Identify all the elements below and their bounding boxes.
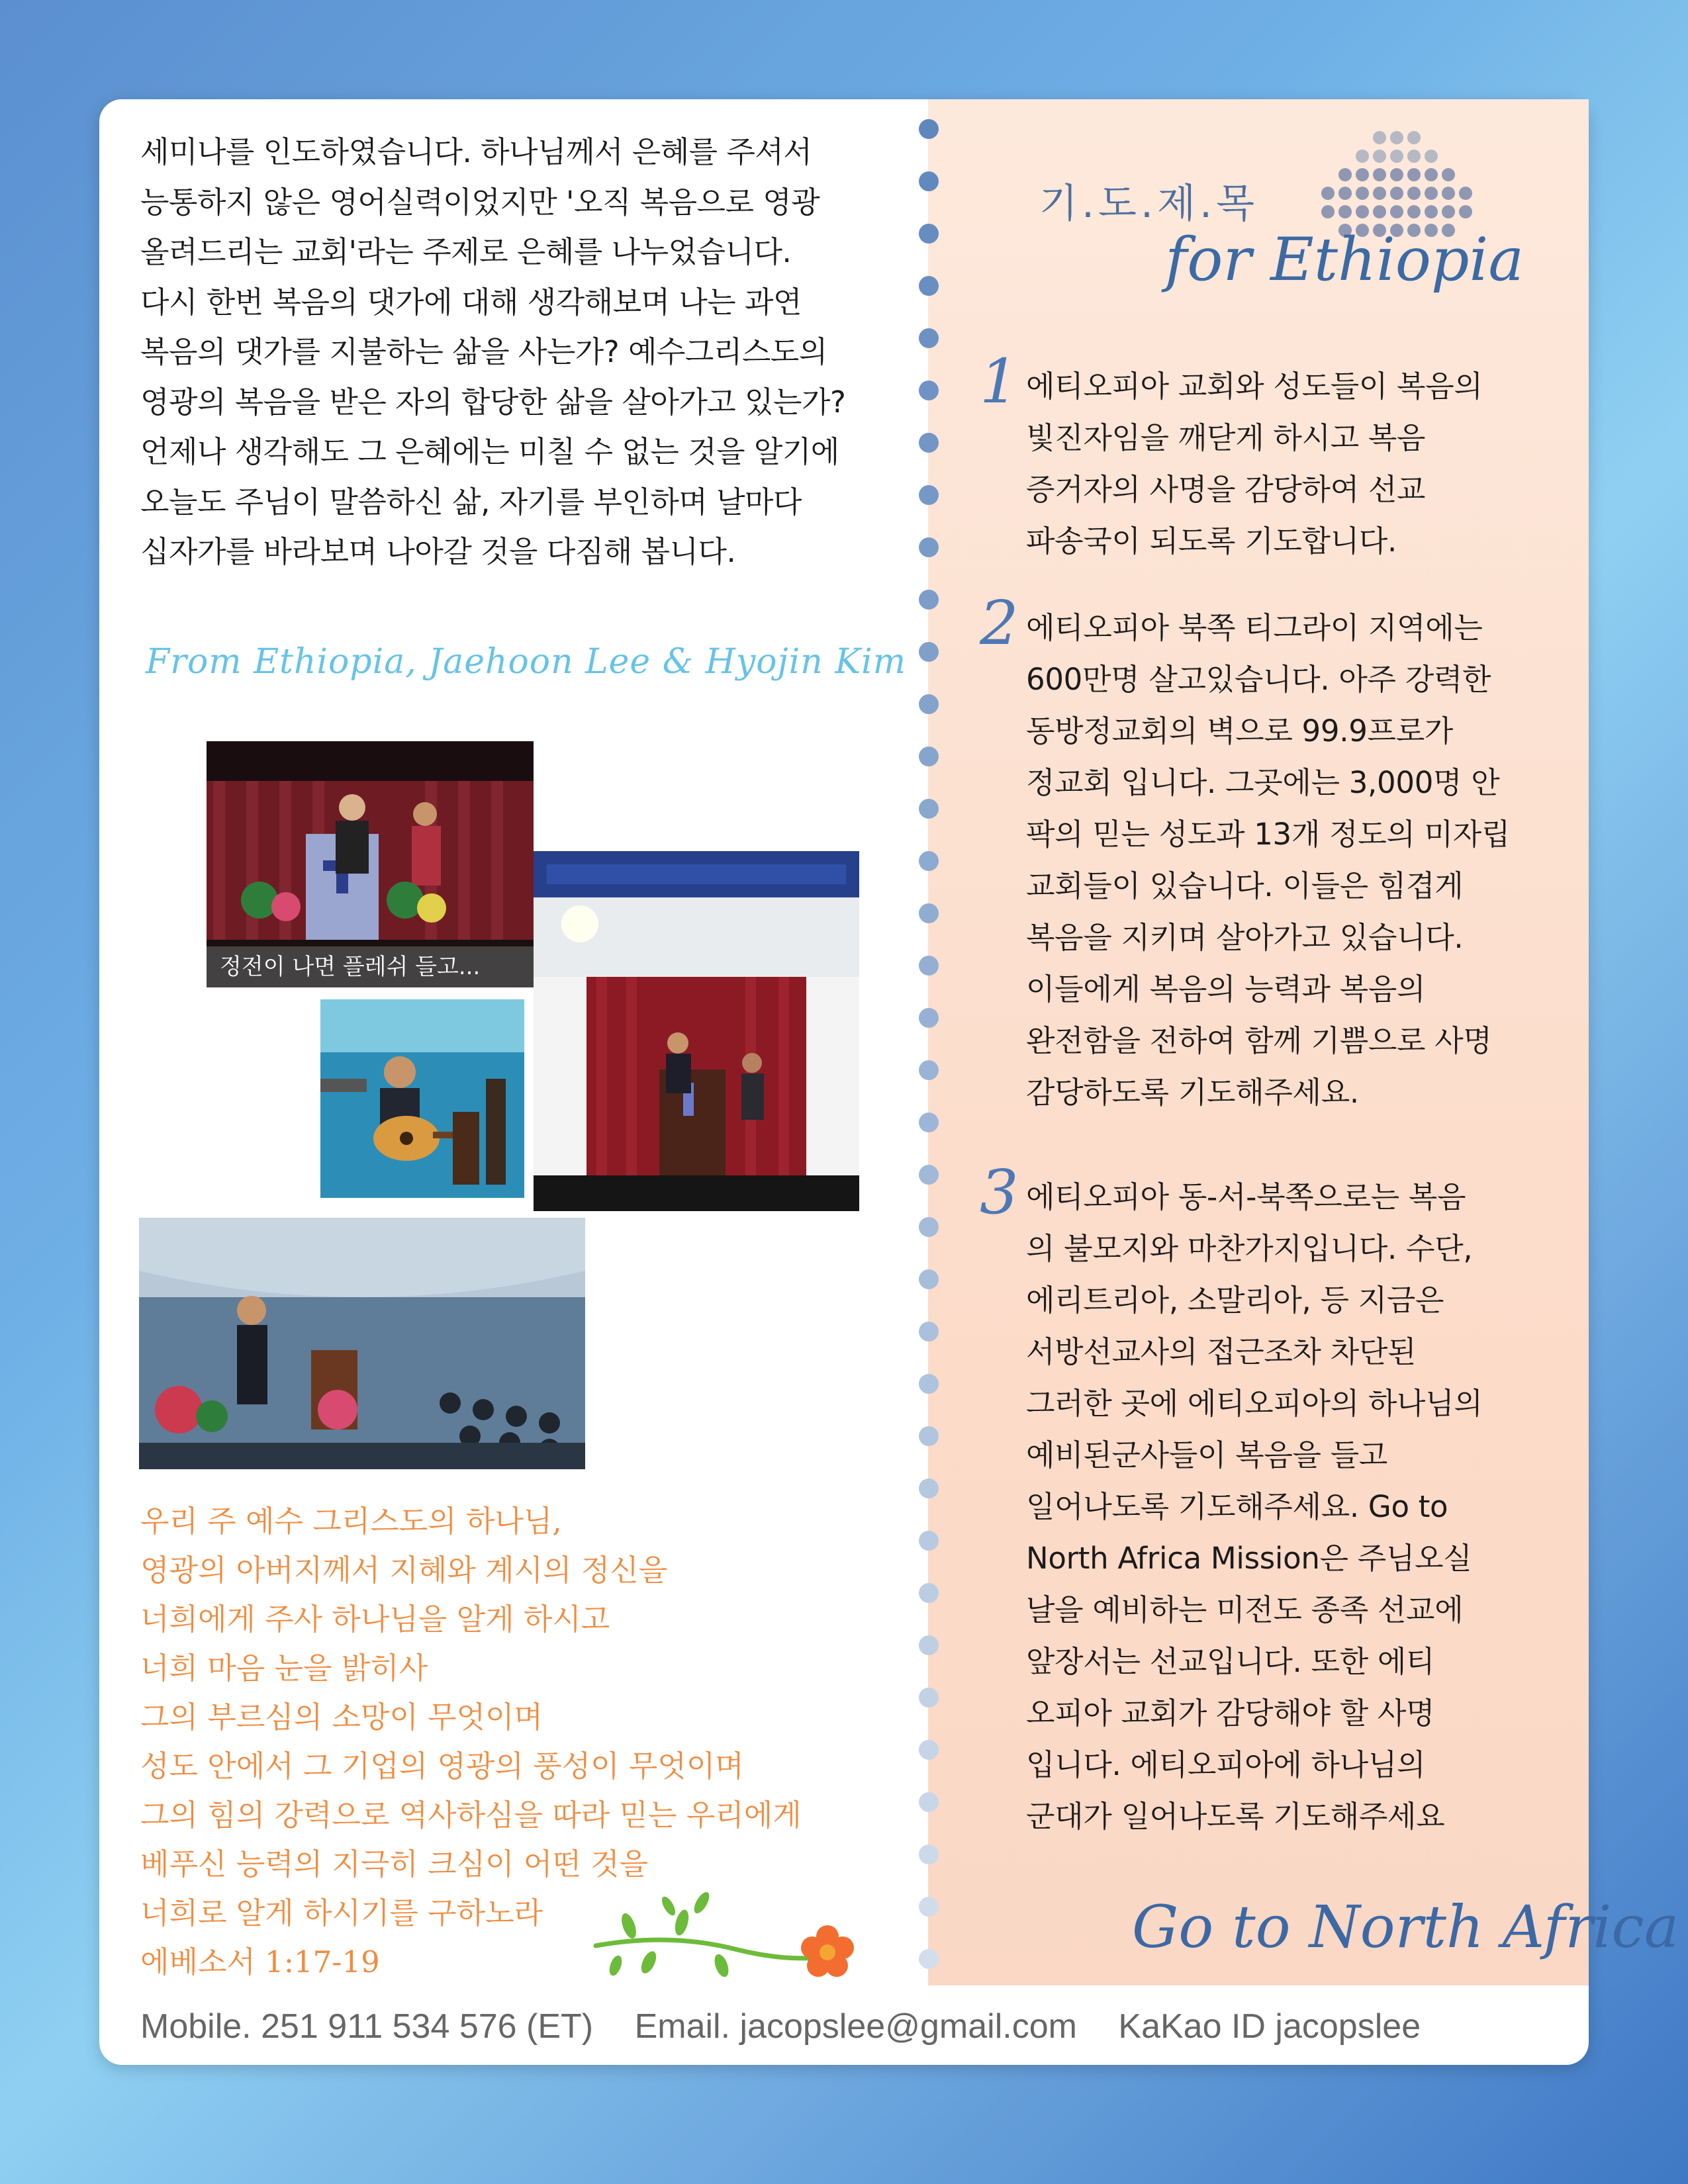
email-address: Email. jacopslee@gmail.com [634,2007,1077,2046]
pattern-dot [1459,187,1472,200]
binding-dot [919,328,939,348]
photo-stage-preaching [207,741,534,987]
photo-guitar-worship [320,999,524,1198]
binding-dot [919,224,939,244]
kakao-id: KaKao ID jacopslee [1118,2007,1421,2046]
verse-line: 우리 주 예수 그리스도의 하나님, [140,1504,562,1539]
photo-hall-stage-image [534,851,859,1211]
photo-guitar-worship-image [320,999,524,1198]
pattern-dot [1390,168,1403,181]
binding-dot [919,1269,939,1289]
pattern-dot [1373,187,1386,200]
verse-line: 너희 마음 눈을 밝히사 [140,1651,428,1686]
letter-line: 다시 한번 복음의 댓가에 대해 생각해보며 나는 과연 [140,284,802,320]
prayer-line: 빛진자임을 깨닫게 하시고 복음 [1026,420,1426,455]
prayer-line: 서방선교사의 접근조차 차단된 [1026,1334,1417,1369]
verse-line: 그의 힘의 강력으로 역사하심을 따라 믿는 우리에게 [140,1797,802,1833]
verse-line: 영광의 아버지께서 지혜와 계시의 정신을 [140,1553,668,1588]
pattern-dot [1373,168,1386,181]
prayer-item [980,1157,1569,1843]
prayer-line: North Africa Mission은 주님오실 [1026,1541,1472,1576]
prayer-number: 3 [980,1157,1019,1228]
pattern-dot [1407,150,1421,163]
pattern-dot [1338,168,1352,181]
photo-congregation-image [139,1218,585,1469]
pattern-dot [1407,131,1421,144]
verse-line: 베푸신 능력의 지극히 크심이 어떤 것을 [140,1846,649,1882]
binding-dot [919,1374,939,1394]
photo-caption: 정전이 나면 플레쉬 들고... [207,946,534,987]
prayer-line: 입니다. 에티오피아에 하나님의 [1026,1747,1426,1782]
prayer-line: 앞장서는 선교입니다. 또한 에티 [1026,1644,1435,1679]
prayer-title-english: for Ethiopia [1165,225,1524,295]
prayer-line: 교회들이 있습니다. 이들은 힘겹게 [1026,868,1464,903]
prayer-number: 1 [980,346,1019,417]
prayer-line: 완전함을 전하여 함께 기쁨으로 사명 [1026,1023,1492,1058]
letter-line: 십자가를 바라보며 나아갈 것을 다짐해 봅니다. [140,534,736,569]
pattern-dot [1321,187,1335,200]
letter-signature: From Ethiopia, Jaehoon Lee & Hyojin Kim [146,642,907,682]
pattern-dot [1338,205,1352,218]
mission-signature: Go to North Africa [1132,1893,1679,1961]
prayer-line: 에티오피아 동-서-북쪽으로는 복음 [1026,1179,1466,1214]
newsletter-card [99,99,1679,2065]
letter-paragraph [140,127,908,577]
prayer-line: 에티오피아 북쪽 티그라이 지역에는 [1026,610,1483,645]
binding-dot [919,590,939,610]
pattern-dot [1373,131,1386,144]
verse-reference: 에베소서 1:17-19 [140,1944,380,1979]
binding-dot [919,1217,939,1237]
binding-dot [919,171,939,191]
binding-dot [919,1479,939,1498]
prayer-number: 2 [980,588,1019,659]
photo-congregation [139,1218,585,1469]
binding-dot [919,799,939,819]
binding-dot [919,485,939,505]
verse-line: 그의 부르심의 소망이 무엇이며 [140,1700,543,1735]
pattern-dot [1321,205,1335,218]
prayer-line: 정교회 입니다. 그곳에는 3,000명 안 [1026,765,1500,800]
photo-hall-stage [534,851,859,1211]
verse-line: 성도 안에서 그 기업의 영광의 풍성이 무엇이며 [140,1749,744,1784]
prayer-line: 600만명 살고있습니다. 아주 강력한 [1026,662,1491,697]
pattern-dot [1356,150,1369,163]
prayer-line: 팍의 믿는 성도과 13개 정도의 미자립 [1026,817,1511,852]
pattern-dot [1373,205,1386,218]
binding-dot [919,1113,939,1132]
letter-line: 언제나 생각해도 그 은혜에는 미칠 수 없는 것을 알기에 [140,434,839,469]
pattern-dot [1373,150,1386,163]
letter-line: 올려드리는 교회'라는 주제로 은혜를 나누었습니다. [140,234,792,269]
pattern-dot [1407,168,1421,181]
binding-dot [919,903,939,923]
binding-dot [919,1426,939,1446]
prayer-line: 일어나도록 기도해주세요. Go to [1026,1489,1448,1524]
pattern-dot [1425,205,1438,218]
prayer-line: 에리트리아, 소말리아, 등 지금은 [1026,1283,1444,1318]
letter-line: 복음의 댓가를 지불하는 삶을 사는가? 예수그리스도의 [140,334,827,369]
binding-dot [919,1322,939,1342]
binding-dot [919,537,939,557]
branch-flower-icon [589,1886,867,1985]
pattern-dot [1390,205,1403,218]
binding-dot [919,119,939,139]
binding-dot [919,851,939,871]
pattern-dot [1356,205,1369,218]
contact-footer [140,2007,1564,2046]
letter-line: 영광의 복음을 받은 자의 합당한 삶을 살아가고 있는가? [140,384,846,420]
pattern-dot [1338,187,1352,200]
binding-dot [919,642,939,662]
binding-dot [919,1165,939,1185]
letter-line: 능통하지 않은 영어실력이었지만 '오직 복음으로 영광 [140,184,820,220]
prayer-line: 감당하도록 기도해주세요. [1026,1075,1359,1110]
verse-line: 너희에게 주사 하나님을 알게 하시고 [140,1602,610,1637]
prayer-item [980,588,1569,1118]
prayer-line: 그러한 곳에 에티오피아의 하나님의 [1026,1386,1483,1421]
mobile-number: Mobile. 251 911 534 576 (ET) [140,2007,594,2046]
pattern-dot [1425,168,1438,181]
binding-dot [919,433,939,453]
prayer-line: 날을 예비하는 미전도 종족 선교에 [1026,1592,1464,1627]
binding-dot [919,1060,939,1080]
pattern-dot [1442,205,1455,218]
binding-dot [919,694,939,714]
prayer-line: 예비된군사들이 복음을 들고 [1026,1437,1388,1473]
pattern-dot [1390,150,1403,163]
pattern-dot [1425,150,1438,163]
prayer-item [980,346,1569,567]
letter-line: 세미나를 인도하였습니다. 하나님께서 은혜를 주셔서 [140,134,812,169]
prayer-text [1026,1171,1569,1843]
pattern-dot [1459,205,1472,218]
verse-line: 너희로 알게 하시기를 구하노라 [140,1895,543,1931]
pattern-dot [1407,205,1421,218]
prayer-line: 오피아 교회가 감당해야 할 사명 [1026,1696,1435,1731]
pattern-dot [1356,168,1369,181]
binding-dot [919,747,939,766]
prayer-line: 이들에게 복음의 능력과 복음의 [1026,972,1426,1007]
prayer-line: 복음을 지키며 살아가고 있습니다. [1026,920,1464,955]
prayer-line: 증거자의 사명을 감당하여 선교 [1026,472,1426,507]
prayer-text [1026,602,1569,1118]
prayer-text [1026,361,1569,567]
pattern-dot [1390,187,1403,200]
prayer-line: 에티오피아 교회와 성도들이 복음의 [1026,369,1483,404]
binding-dot [919,1008,939,1028]
prayer-line: 의 불모지와 마찬가지입니다. 수단, [1026,1231,1473,1266]
binding-dot [919,276,939,296]
pattern-dot [1407,187,1421,200]
pattern-dot [1442,168,1455,181]
pattern-dot [1425,187,1438,200]
pattern-dot [1356,187,1369,200]
letter-line: 오늘도 주님이 말씀하신 삶, 자기를 부인하며 날마다 [140,484,802,520]
prayer-title-korean: 기.도.제.목 [1039,181,1259,227]
pattern-dot [1442,187,1455,200]
binding-dot [919,381,939,400]
binding-dot [919,956,939,976]
prayer-line: 군대가 일어나도록 기도해주세요 [1026,1799,1445,1834]
prayer-line: 동방정교회의 벽으로 99.9프로가 [1026,713,1454,749]
prayer-line: 파송국이 되도록 기도합니다. [1026,523,1397,559]
pattern-dot [1390,131,1403,144]
